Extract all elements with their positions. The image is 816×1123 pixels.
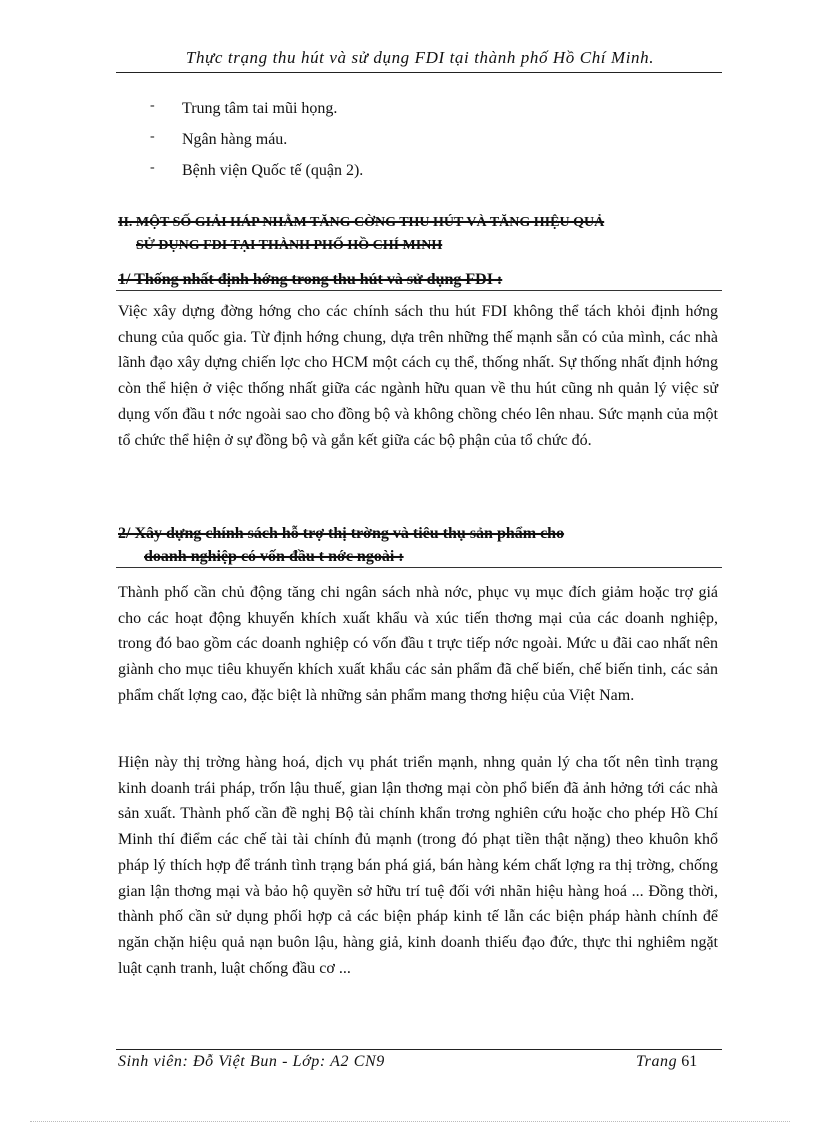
- subsection-heading-2-line1: 2/ Xây dựng chính sách hỗ trợ thị trờng và tiêu thụ sản phẩm cho: [118, 525, 565, 542]
- section-heading: [118, 211, 728, 257]
- section-heading-line1: II. MỘT SỐ GIẢI HÁP NHẰM TĂNG CỜNG THU HÚT VÀ TĂNG HIỆU QUẢ: [118, 215, 605, 230]
- list-item-text: Bệnh viện Quốc tế (quận 2).: [182, 162, 364, 179]
- subsection-divider: [116, 567, 722, 568]
- subsection-heading-2-line2: doanh nghiệp có vốn đầu t nớc ngoài :: [144, 548, 404, 565]
- paragraph: Hiện này thị trờng hàng hoá, dịch vụ phát triển mạnh, nhng quản lý cha tốt nên tình trạng kinh doanh trái pháp, trốn lậu thuế, gian lận thơng mại còn phổ biến đã ảnh hởng tới các nhà sản xuất. Thành phố cần đề nghị Bộ tài chính khẩn trơng nghiên cứu hoặc cho phép Hồ Chí Minh thí điểm các chế tài tài chính đủ mạnh (trong đó phạt tiền thật nặng) theo khuôn khổ pháp lý thích hợp để tránh tình trạng bán phá giá, bán hàng kém chất lợng ra thị trờng, chống gian lận thơng mại và bảo hộ quyền sở hữu trí tuệ đối với nhãn hiệu hàng hoá ... Đồng thời, thành phố cần sử dụng phối hợp cả các biện pháp kinh tế lẫn các biện pháp hành chính để ngăn chặn hiệu quả nạn buôn lậu, hàng giả, kinh doanh thiếu đạo đức, thực thi nghiêm ngặt luật cạnh tranh, luật chống đầu cơ ...: [118, 754, 718, 977]
- bullet-list: [150, 98, 710, 191]
- paragraph: Thành phố cần chủ động tăng chi ngân sách nhà nớc, phục vụ mục đích giảm hoặc trợ giá cho các hoạt động khuyến khích xuất khẩu và xúc tiến thơng mại của các doanh nghiệp, trong đó bao gồm các doanh nghiệp có vốn đầu t trực tiếp nớc ngoài. Mức u đãi cao nhất nên giành cho mục tiêu khuyến khích xuất khẩu các sản phẩm đã chế biến, chế biến tinh, các sản phẩm chất lợng cao, đặc biệt là những sản phẩm mang thơng hiệu của Việt Nam.: [118, 584, 718, 704]
- list-item: [150, 98, 710, 129]
- paragraph: Việc xây dựng đờng hớng cho các chính sách thu hút FDI không thể tách khỏi định hớng chung của quốc gia. Từ định hớng chung, dựa trên những thế mạnh sẵn có của mình, các nhà lãnh đạo xây dựng chiến lợc cho HCM một cách cụ thể, thống nhất. Sự thống nhất định hớng còn thể hiện ở việc thống nhất giữa các ngành hữu quan về thu hút cũng nh quản lý việc sử dụng vốn đầu t nớc ngoài sao cho đồng bộ và không chồng chéo lên nhau. Sức mạnh của một tổ chức thể hiện ở sự đồng bộ và gắn kết giữa các bộ phận của tổ chức đó.: [118, 303, 718, 449]
- section-heading-line2: SỬ DỤNG FDI TẠI THÀNH PHỐ HỒ CHÍ MINH: [136, 238, 443, 253]
- subsection-divider: [116, 290, 722, 291]
- page-header-title: Thực trạng thu hút và sử dụng FDI tại thành phố Hồ Chí Minh.: [185, 48, 655, 67]
- list-item-text: Trung tâm tai mũi họng.: [182, 100, 338, 117]
- footer-page-number: [636, 1053, 697, 1071]
- subsection-heading-2: [118, 522, 724, 568]
- bullet-dash: -: [150, 160, 155, 175]
- bullet-dash: -: [150, 98, 155, 113]
- header-divider: [116, 72, 722, 73]
- page-label: Trang: [636, 1053, 678, 1070]
- list-item: [150, 160, 710, 191]
- page-number: 61: [681, 1053, 698, 1070]
- footer-divider: [116, 1049, 722, 1050]
- list-item-text: Ngân hàng máu.: [182, 131, 288, 148]
- list-item: [150, 129, 710, 160]
- bullet-dash: -: [150, 129, 155, 144]
- page-bottom-border: [30, 1121, 790, 1122]
- subsection-heading-1: 1/ Thống nhất định hớng trong thu hút và sử dụng FDI :: [118, 271, 503, 288]
- footer-student-info: Sinh viên: Đỗ Việt Bun - Lớp: A2 CN9: [118, 1053, 385, 1070]
